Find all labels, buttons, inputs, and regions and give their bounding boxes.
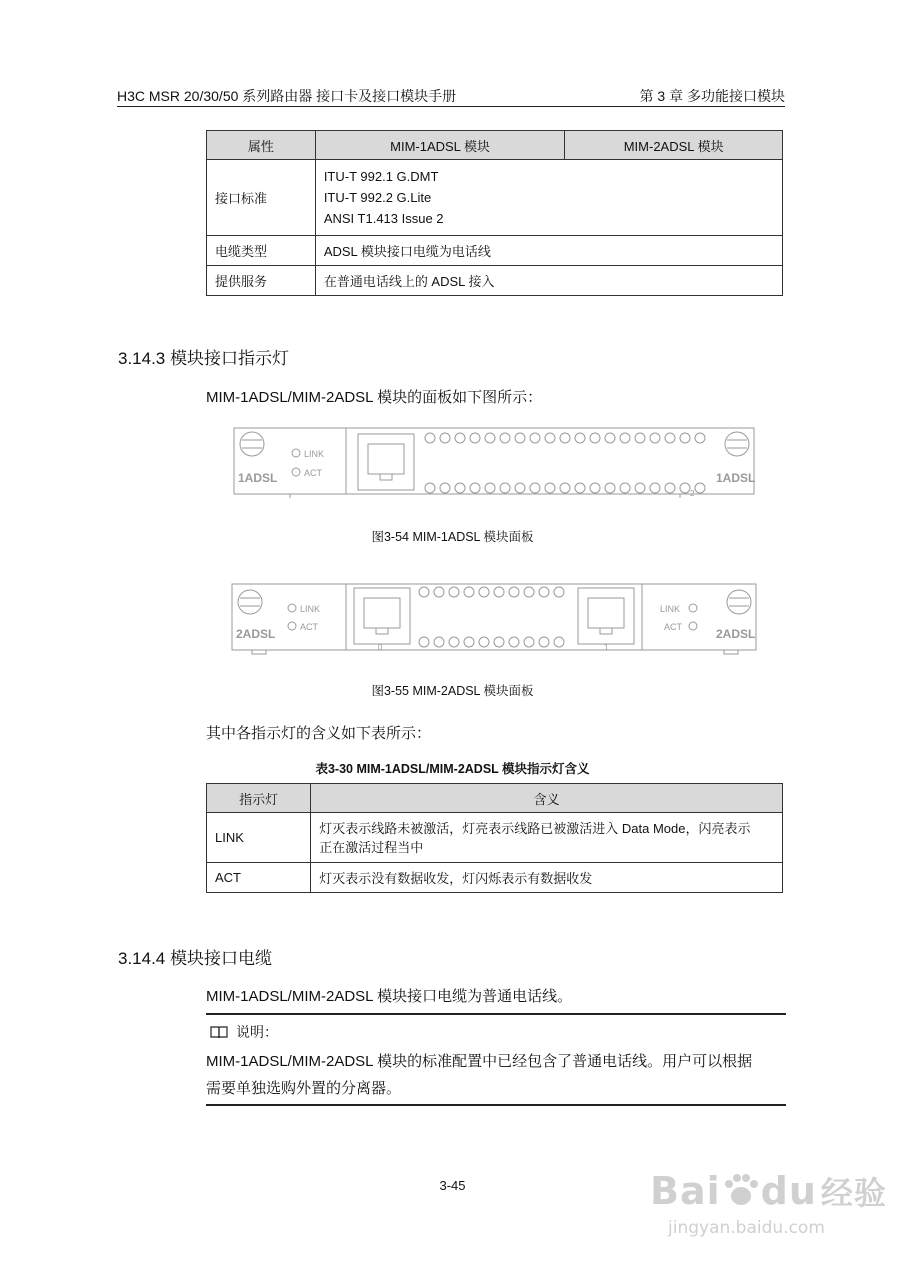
port-number-label: 1 <box>604 643 609 652</box>
value-line: ITU-T 992.2 G.Lite <box>323 190 432 205</box>
table-row <box>207 160 783 236</box>
panel-frame <box>234 428 754 494</box>
section-title: 3.14.3 模块接口指示灯 <box>118 349 289 368</box>
panel-label-right: 2ADSL <box>716 627 756 641</box>
screw-icon <box>238 590 262 614</box>
watermark-brand-right: du <box>760 1169 817 1213</box>
value-line: ITU-T 992.1 G.DMT <box>323 169 439 184</box>
figure-caption: 图3-54 MIM-1ADSL 模块面板 <box>371 530 534 544</box>
page-number: 3-45 <box>439 1178 466 1193</box>
row-label: 电缆类型 <box>207 236 316 266</box>
table-header-cell: MIM-2ADSL 模块 <box>565 131 783 160</box>
note-line: 需要单独选购外置的分离器。 <box>206 1080 402 1097</box>
led-label-link: LINK <box>304 449 325 459</box>
table-header-cell: MIM-1ADSL 模块 <box>315 131 565 160</box>
watermark-brand-left: Bai <box>650 1169 721 1213</box>
running-header-left: H3C MSR 20/30/50 系列路由器 接口卡及接口模块手册 <box>117 88 457 104</box>
panel-holes-top <box>419 587 564 597</box>
table-row <box>207 266 783 296</box>
table-header-row <box>207 784 783 813</box>
note-body <box>206 1048 786 1102</box>
paw-icon <box>721 1172 761 1208</box>
note-title-text: 说明： <box>236 1024 278 1040</box>
indicator-table <box>206 783 783 893</box>
note-line: MIM-1ADSL/MIM-2ADSL 模块的标准配置中已经包含了普通电话线。用户可以根据 <box>206 1053 753 1070</box>
led-link-icon <box>288 604 296 612</box>
led-link-icon <box>292 449 300 457</box>
row-value <box>311 813 783 863</box>
watermark-brand-cn: 经验 <box>820 1174 887 1212</box>
led-link-icon <box>689 604 697 612</box>
note-bottom-rule <box>206 1104 786 1106</box>
watermark-url: jingyan.baidu.com <box>668 1218 825 1238</box>
port-number-label: 2 <box>690 489 695 498</box>
table-row <box>207 863 783 893</box>
paragraph: MIM-1ADSL/MIM-2ADSL 模块的面板如下图所示： <box>206 389 543 406</box>
watermark-logo <box>650 1168 887 1214</box>
panel-label-left: 1ADSL <box>238 471 278 485</box>
paragraph: MIM-1ADSL/MIM-2ADSL 模块接口电缆为普通电话线。 <box>206 988 573 1005</box>
table-header-cell: 含义 <box>311 784 783 813</box>
value-line: 灯灭表示线路未被激活，灯亮表示线路已被激活进入 Data Mode，闪亮表示 <box>319 820 751 836</box>
note-top-rule <box>206 1013 786 1015</box>
section-title: 3.14.4 模块接口电缆 <box>118 949 272 968</box>
led-label-act: ACT <box>300 622 318 632</box>
led-label-act: ACT <box>664 622 682 632</box>
led-label-link: LINK <box>300 604 321 614</box>
running-header-right: 第 3 章 多功能接口模块 <box>639 88 785 104</box>
attributes-table <box>206 130 783 296</box>
row-value: 灯灭表示没有数据收发，灯闪烁表示有数据收发 <box>311 863 783 893</box>
row-value: ADSL 模块接口电缆为电话线 <box>315 236 782 266</box>
panel-holes-bottom <box>419 637 564 647</box>
panel-label-right: 1ADSL <box>716 471 756 485</box>
table-row <box>207 813 783 863</box>
mim-2adsl-panel-figure <box>228 574 762 658</box>
row-label: ACT <box>207 863 311 893</box>
row-label: 接口标准 <box>207 160 316 236</box>
row-label: 提供服务 <box>207 266 316 296</box>
row-value: 在普通电话线上的 ADSL 接入 <box>315 266 782 296</box>
screw-icon <box>727 590 751 614</box>
table-caption: 表3-30 MIM-1ADSL/MIM-2ADSL 模块指示灯含义 <box>315 762 590 776</box>
port-number-label: 0 <box>378 643 383 652</box>
rj11-port-icon <box>358 434 414 490</box>
table-header-row <box>207 131 783 160</box>
row-value <box>315 160 782 236</box>
table-header-cell: 属性 <box>207 131 316 160</box>
mim-1adsl-panel-figure <box>230 420 760 502</box>
panel-holes-top <box>425 433 705 443</box>
led-act-icon <box>689 622 697 630</box>
led-act-icon <box>288 622 296 630</box>
note-title <box>210 1022 278 1042</box>
led-act-icon <box>292 468 300 476</box>
header-rule <box>117 106 785 107</box>
row-label: LINK <box>207 813 311 863</box>
figure-caption: 图3-55 MIM-2ADSL 模块面板 <box>371 684 534 698</box>
led-label-act: ACT <box>304 468 322 478</box>
screw-icon <box>240 432 264 456</box>
rj11-port-icon <box>578 588 634 644</box>
rj11-port-icon <box>354 588 410 644</box>
value-line: 正在激活过程当中 <box>319 839 424 855</box>
table-row <box>207 236 783 266</box>
table-header-cell: 指示灯 <box>207 784 311 813</box>
screw-icon <box>725 432 749 456</box>
led-label-link: LINK <box>660 604 681 614</box>
paragraph: 其中各指示灯的含义如下表所示： <box>206 725 432 742</box>
book-icon <box>210 1025 228 1039</box>
panel-holes-bottom <box>425 483 705 493</box>
value-line: ANSI T1.413 Issue 2 <box>323 211 444 226</box>
panel-label-left: 2ADSL <box>236 627 276 641</box>
